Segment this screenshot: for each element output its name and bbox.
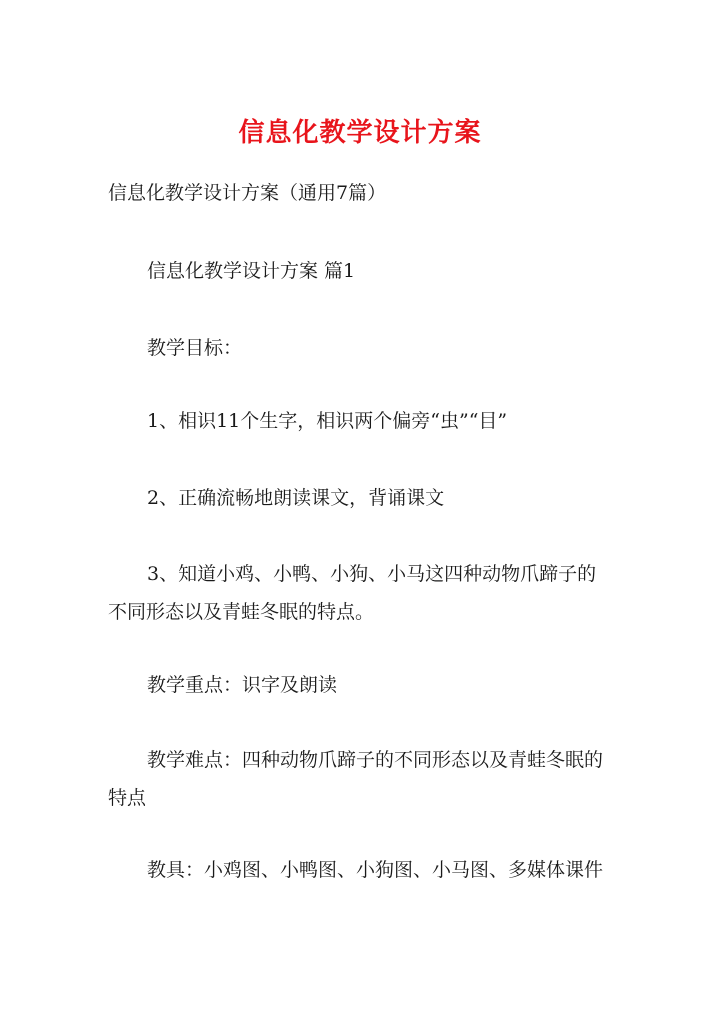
difficulty: 教学难点：四种动物爪蹄子的不同形态以及青蛙冬眠的特点 — [108, 749, 604, 809]
document-title: 信息化教学设计方案 — [238, 118, 482, 148]
goal-item-1: 1、相识11个生字，相识两个偏旁“虫”“目” — [147, 410, 508, 432]
goals-label: 教学目标： — [147, 337, 243, 359]
materials: 教具：小鸡图、小鸭图、小狗图、小马图、多媒体课件 — [147, 859, 604, 881]
section-heading: 信息化教学设计方案 篇1 — [147, 260, 356, 282]
goal-item-2: 2、正确流畅地朗读课文，背诵课文 — [147, 487, 445, 509]
document-subtitle: 信息化教学设计方案（通用7篇） — [108, 182, 387, 204]
goal-item-3: 3、知道小鸡、小鸭、小狗、小马这四种动物爪蹄子的不同形态以及青蛙冬眠的特点。 — [108, 563, 597, 623]
key-point: 教学重点：识字及朗读 — [147, 674, 338, 696]
